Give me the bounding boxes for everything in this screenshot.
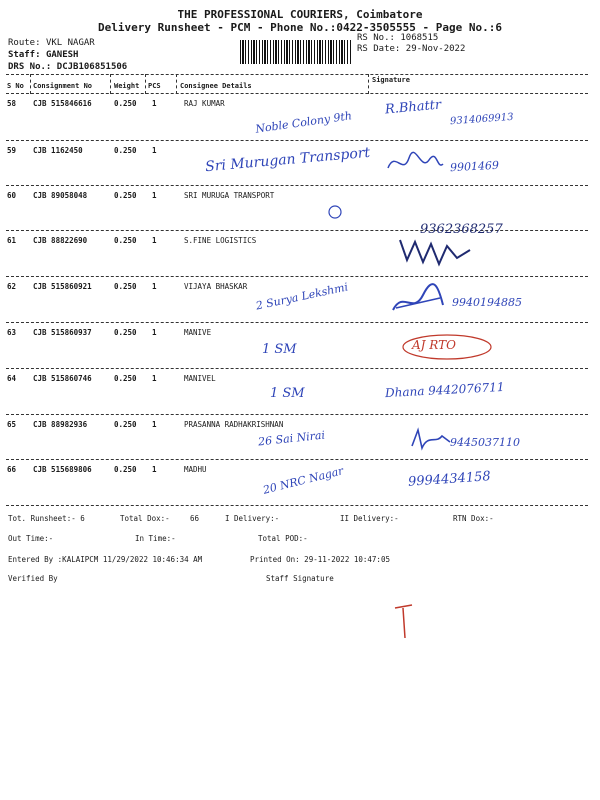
red-pen-mark xyxy=(390,600,420,645)
total-dox-value: 66 xyxy=(190,514,200,523)
handwritten-mark: AJ RTO xyxy=(412,338,456,352)
route-label: Route: xyxy=(8,38,41,48)
header-bottom-rule xyxy=(6,93,588,94)
table-bottom-rule xyxy=(6,505,588,506)
staff-line xyxy=(8,50,78,60)
row-consignment: CJB 515846616 xyxy=(33,99,92,108)
row-weight: 0.250 xyxy=(114,374,137,383)
col-divider xyxy=(176,74,177,94)
row-rule xyxy=(6,140,588,141)
handwritten-phone: 9362368257 xyxy=(420,222,503,237)
row-sno: 58 xyxy=(7,99,17,108)
handwritten-note: 1 SM xyxy=(262,342,297,357)
row-weight: 0.250 xyxy=(114,328,137,337)
row-weight: 0.250 xyxy=(114,146,137,155)
row-consignee: SRI MURUGA TRANSPORT xyxy=(184,191,275,200)
staff-signature: Staff Signature xyxy=(266,574,334,583)
rs-date-line xyxy=(357,44,465,54)
row-rule xyxy=(6,322,588,323)
handwritten-address: 20 NRC Nagar xyxy=(261,464,345,497)
verified-by: Verified By xyxy=(8,574,58,583)
row-rule xyxy=(6,185,588,186)
handwritten-note: 1 SM xyxy=(270,386,305,401)
signature-scribble xyxy=(395,230,485,275)
row-sno: 64 xyxy=(7,374,17,383)
row-consignee: RAJ KUMAR xyxy=(184,99,225,108)
row-weight: 0.250 xyxy=(114,420,137,429)
row-consignment: CJB 89058048 xyxy=(33,191,88,200)
total-dox-label: Total Dox:- xyxy=(120,514,170,523)
row-rule xyxy=(6,459,588,460)
rtn-dox: RTN Dox:- xyxy=(453,514,494,523)
row-consignee: S.FINE LOGISTICS xyxy=(184,236,257,245)
row-rule xyxy=(6,368,588,369)
total-pod: Total POD:- xyxy=(258,534,308,543)
in-time: In Time:- xyxy=(135,534,176,543)
row-rule xyxy=(6,414,588,415)
col-signature: Signature xyxy=(372,76,410,84)
handwritten-signature: R.Bhattr xyxy=(384,97,442,118)
handwritten-phone: 9445037110 xyxy=(450,436,520,449)
row-consignee: MANIVEL xyxy=(184,374,216,383)
row-sno: 59 xyxy=(7,146,17,155)
row-pcs: 1 xyxy=(152,191,157,200)
row-consignment: CJB 88822690 xyxy=(33,236,88,245)
tot-runsheet: Tot. Runsheet:- 6 xyxy=(8,514,85,523)
barcode xyxy=(240,40,352,64)
company-title: THE PROFESSIONAL COURIERS, Coimbatore xyxy=(177,8,423,21)
row-consignment: CJB 515689806 xyxy=(33,465,92,474)
row-sno: 60 xyxy=(7,191,17,200)
ii-delivery: II Delivery:- xyxy=(340,514,399,523)
col-divider xyxy=(368,74,369,94)
row-consignee: PRASANNA RADHAKRISHNAN xyxy=(184,420,284,429)
rs-date-value: 29-Nov-2022 xyxy=(405,44,466,54)
drs-value: DCJB106851506 xyxy=(56,62,128,72)
handwritten-phone: 9940194885 xyxy=(452,296,522,309)
col-divider xyxy=(110,74,111,94)
handwritten-phone: 9314069913 xyxy=(449,111,514,128)
header-top-rule xyxy=(6,74,588,75)
row-consignment: CJB 515860937 xyxy=(33,328,92,337)
row-consignment: CJB 515860921 xyxy=(33,282,92,291)
row-pcs: 1 xyxy=(152,465,157,474)
rs-date-label: RS Date: xyxy=(357,44,401,54)
handwritten-phone: 9901469 xyxy=(449,158,500,175)
row-weight: 0.250 xyxy=(114,465,137,474)
row-pcs: 1 xyxy=(152,420,157,429)
rs-no-line xyxy=(357,33,438,43)
out-time: Out Time:- xyxy=(8,534,54,543)
col-weight: Weight xyxy=(114,82,140,90)
circle-mark xyxy=(325,202,345,222)
signature-scribble xyxy=(385,148,445,178)
row-pcs: 1 xyxy=(152,374,157,383)
row-pcs: 1 xyxy=(152,236,157,245)
row-pcs: 1 xyxy=(152,99,157,108)
handwritten-signature: Dhana 9442076711 xyxy=(384,379,505,401)
row-weight: 0.250 xyxy=(114,236,137,245)
staff-label: Staff: xyxy=(8,50,41,60)
signature-scribble xyxy=(408,424,453,454)
row-consignment: CJB 1162450 xyxy=(33,146,83,155)
col-divider xyxy=(145,74,146,94)
i-delivery: I Delivery:- xyxy=(225,514,280,523)
table-row xyxy=(6,232,588,278)
row-sno: 63 xyxy=(7,328,17,337)
row-rule xyxy=(6,276,588,277)
row-weight: 0.250 xyxy=(114,99,137,108)
col-divider xyxy=(30,74,31,94)
row-consignment: CJB 88982936 xyxy=(33,420,88,429)
row-consignment: CJB 515860746 xyxy=(33,374,92,383)
row-pcs: 1 xyxy=(152,146,157,155)
handwritten-address: Sri Murugan Transport xyxy=(204,144,371,176)
entered-by: Entered By :KALAIPCM 11/29/2022 10:46:34 AM xyxy=(8,555,203,564)
handwritten-address: Noble Colony 9th xyxy=(254,109,353,136)
row-sno: 65 xyxy=(7,420,17,429)
col-pcs: PCS xyxy=(148,82,161,90)
signature-scribble xyxy=(388,280,448,320)
route-line xyxy=(8,38,95,48)
rs-no-label: RS No.: xyxy=(357,33,395,43)
rs-no-value: 1068515 xyxy=(400,33,439,43)
handwritten-address: 2 Surya Lekshmi xyxy=(254,280,350,313)
row-consignee: VIJAYA BHASKAR xyxy=(184,282,248,291)
printed-on: Printed On: 29-11-2022 10:47:05 xyxy=(250,555,390,564)
drs-label: DRS No.: xyxy=(8,62,52,72)
table-row xyxy=(6,324,588,370)
row-sno: 61 xyxy=(7,236,17,245)
row-weight: 0.250 xyxy=(114,191,137,200)
row-pcs: 1 xyxy=(152,282,157,291)
row-sno: 62 xyxy=(7,282,17,291)
handwritten-phone: 9994434158 xyxy=(407,469,492,490)
col-consignee: Consignee Details xyxy=(180,82,252,90)
row-pcs: 1 xyxy=(152,328,157,337)
route-value: VKL NAGAR xyxy=(45,38,95,48)
red-oval-mark xyxy=(400,332,495,362)
runsheet-subtitle: Delivery Runsheet - PCM - Phone No.:0422-3505555 - Page No.:6 xyxy=(98,21,502,34)
col-sno: S No xyxy=(7,82,24,90)
row-sno: 66 xyxy=(7,465,17,474)
handwritten-address: 26 Sai Nirai xyxy=(257,428,326,449)
drs-line xyxy=(8,62,127,72)
row-weight: 0.250 xyxy=(114,282,137,291)
row-consignee: MANIVE xyxy=(184,328,212,337)
col-consignment: Consignment No xyxy=(33,82,93,90)
row-consignee: MADHU xyxy=(184,465,207,474)
staff-value: GANESH xyxy=(45,50,79,60)
